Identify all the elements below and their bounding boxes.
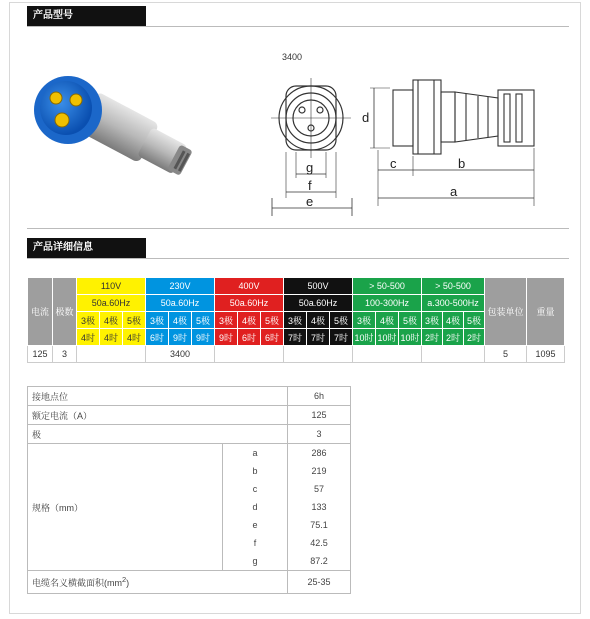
rated-value: 125 [288,406,351,425]
dim-label-a: a [450,184,458,199]
col-pack-header: 包装单位 [485,278,527,346]
voltage-header: 500V [284,278,353,295]
voltage-header: 400V [215,278,284,295]
pole-cell: 3极 [146,312,169,329]
poles-value: 3 [288,425,351,444]
pole-cell: 3极 [353,312,376,329]
dim-key: e [223,516,288,534]
freq-header: a.300-500Hz [422,295,485,312]
section-divider [27,228,569,229]
pole-cell: 4极 [307,312,330,329]
voltage-header: > 50-500 [422,278,485,295]
hour-cell: 4时 [100,329,123,346]
hour-cell: 10时 [376,329,399,346]
col-weight-header: 重量 [527,278,565,346]
hour-cell: 2时 [422,329,443,346]
col-current-header: 电流 [28,278,53,346]
col-poles-header: 极数 [53,278,77,346]
row-empty [215,346,284,363]
dim-label-g: g [306,160,314,175]
row-empty [422,346,485,363]
pole-cell: 4极 [169,312,192,329]
pole-cell: 5极 [123,312,146,329]
row-empty [284,346,353,363]
rated-label: 额定电流（A） [28,406,288,425]
dim-value: 75.1 [288,516,351,534]
pole-cell: 3极 [422,312,443,329]
dim-label-d: d [362,110,370,125]
cable-label [28,571,288,594]
row-current: 125 [28,346,53,363]
pole-cell: 4极 [376,312,399,329]
pole-cell: 4极 [443,312,464,329]
dim-label-c: c [390,156,397,171]
hour-cell: 7时 [330,329,353,346]
hour-cell: 9时 [169,329,192,346]
section-header-model: 产品型号 [27,6,146,26]
hour-cell: 4时 [123,329,146,346]
dim-key: g [223,552,288,571]
pole-cell: 3极 [215,312,238,329]
dim-label-b: b [458,156,466,171]
freq-header: 100-300Hz [353,295,422,312]
hour-cell: 10时 [399,329,422,346]
dim-label-e: e [306,194,314,209]
freq-header: 50a.60Hz [77,295,146,312]
pole-cell: 5极 [464,312,485,329]
voltage-header: 110V [77,278,146,295]
voltage-header: > 50-500 [353,278,422,295]
hour-cell: 2时 [443,329,464,346]
pole-cell: 5极 [399,312,422,329]
poles-label: 极 [28,425,288,444]
pole-cell: 5极 [261,312,284,329]
hour-cell: 2时 [464,329,485,346]
dim-value: 219 [288,462,351,480]
spec-table [27,277,565,363]
hour-cell: 7时 [284,329,307,346]
dimension-drawing [268,48,568,220]
section-header-detail: 产品详细信息 [27,238,146,258]
ground-label: 接地点位 [28,387,288,406]
pole-cell: 5极 [192,312,215,329]
hour-cell: 4时 [77,329,100,346]
dim-value: 57 [288,480,351,498]
pole-cell: 3极 [77,312,100,329]
hour-cell: 9时 [192,329,215,346]
cable-label-text: 电缆名义横截面积(mm [32,578,122,588]
dim-value: 87.2 [288,552,351,571]
dim-value: 42.5 [288,534,351,552]
hour-cell: 10时 [353,329,376,346]
dim-key: b [223,462,288,480]
freq-header: 50a.60Hz [215,295,284,312]
section-divider [27,258,569,259]
row-pack: 5 [485,346,527,363]
info-table [27,386,351,594]
dim-key: c [223,480,288,498]
dim-value: 286 [288,444,351,463]
hour-cell: 9时 [215,329,238,346]
voltage-header: 230V [146,278,215,295]
cable-label-sup: 2 [122,575,127,584]
freq-header: 50a.60Hz [146,295,215,312]
product-photo [20,62,205,202]
hour-cell: 6时 [261,329,284,346]
pole-cell: 4极 [238,312,261,329]
cable-label-close: ) [126,578,130,588]
dim-label-f: f [308,178,312,193]
drawing-top-label: 3400 [282,52,303,62]
hour-cell: 6时 [238,329,261,346]
ground-value: 6h [288,387,351,406]
cable-value: 25-35 [288,571,351,594]
pole-cell: 4极 [100,312,123,329]
freq-header: 50a.60Hz [284,295,353,312]
hour-cell: 7时 [307,329,330,346]
hour-cell: 6时 [146,329,169,346]
row-empty [353,346,422,363]
dim-value: 133 [288,498,351,516]
dim-key: d [223,498,288,516]
row-weight: 1095 [527,346,565,363]
section-divider [27,26,569,27]
dim-key: a [223,444,288,463]
dim-key: f [223,534,288,552]
row-code: 3400 [146,346,215,363]
pole-cell: 5极 [330,312,353,329]
row-poles: 3 [53,346,77,363]
row-empty [77,346,146,363]
pole-cell: 3极 [284,312,307,329]
size-label: 规格（mm） [28,444,223,571]
